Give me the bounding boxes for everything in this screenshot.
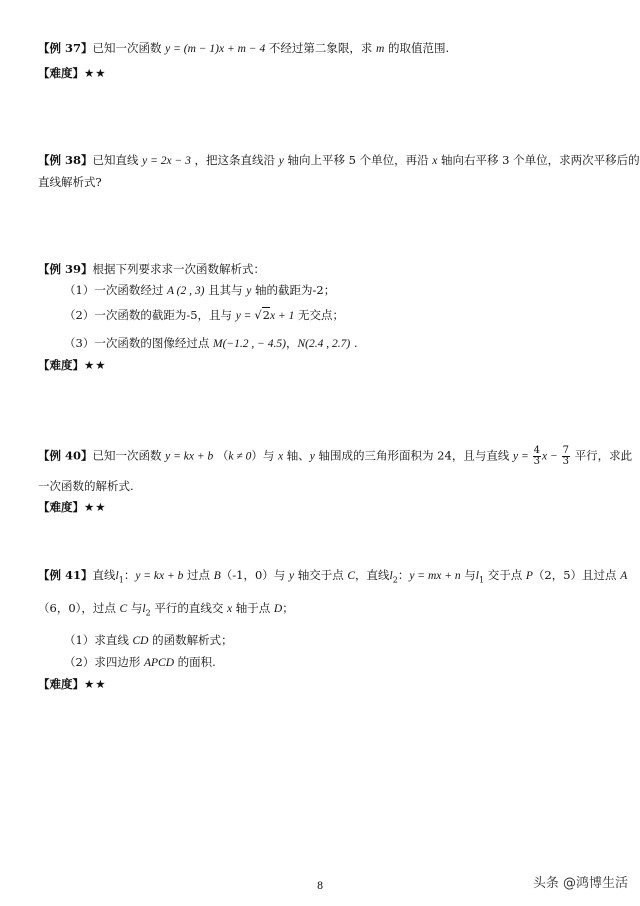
example-37-difficulty: 【难度】★★: [38, 66, 107, 80]
example-39-label: 【例 39】: [38, 262, 93, 276]
watermark: 头条 @鸿博生活: [532, 876, 628, 891]
example-40-question: 【例 40】已知一次函数 y = kx + b （k ≠ 0）与 x 轴、y 轴围成的三角形面积为 24，且与直线 y = $\frac{4}{3}$ x − $\frac{7}{3}$ 平行，求此: [38, 445, 633, 467]
example-39-item-1: （1）一次函数经过 A (2 , 3) 且其与 y 轴的截距为-2；: [64, 283, 336, 297]
difficulty-stars: ★★: [84, 500, 107, 514]
example-40-difficulty: 【难度】★★: [38, 500, 107, 514]
example-38-question: 【例 38】已知直线 y = 2x − 3 ，把这条直线沿 y 轴向上平移 5 个单位，再沿 x 轴向右平移 3 个单位，求两次平移后的: [38, 153, 640, 167]
page-number: 8: [316, 881, 324, 892]
example-41-question: 【例 41】直线$l_1$：y = kx + b 过点 B（-1，0）与 y 轴交于点 C，直线$l_2$：y = mx + n 与$l_1$ 交于点 P（2，5）且过点 A: [38, 568, 628, 585]
example-41-label: 【例 41】: [38, 568, 93, 582]
example-38-equation: y = 2x − 3: [142, 155, 191, 167]
difficulty-stars: ★★: [84, 66, 107, 80]
example-41-item-1: （1）求直线 CD 的函数解析式；: [64, 633, 233, 647]
example-37-label: 【例 37】: [38, 41, 93, 55]
difficulty-stars: ★★: [84, 677, 107, 691]
fraction-7-3: $\frac{7}{3}$: [562, 445, 569, 467]
example-39-difficulty: 【难度】★★: [38, 358, 107, 372]
example-38-question-line2: 直线解析式?: [38, 175, 102, 189]
example-41-question-line2: （6，0），过点 C 与$l_2$ 平行的直线交 x 轴于点 D；: [38, 601, 294, 618]
example-41-difficulty: 【难度】★★: [38, 677, 107, 691]
example-37-equation: y = (m − 1)x + m − 4: [165, 43, 266, 55]
example-40-label: 【例 40】: [38, 448, 93, 463]
fraction-4-3: $\frac{4}{3}$: [533, 445, 540, 467]
example-37-question: 【例 37】已知一次函数 y = (m − 1)x + m − 4 不经过第二象限，求 m 的取值范围.: [38, 41, 450, 55]
sqrt-symbol: √2: [254, 308, 270, 322]
example-41-item-2: （2）求四边形 APCD 的面积.: [64, 655, 216, 669]
example-40-question-line2: 一次函数的解析式.: [38, 479, 134, 493]
example-39-item-3: （3）一次函数的图像经过点 M(−1.2 , − 4.5)，N(2.4 , 2.7) .: [64, 336, 358, 350]
example-39-item-2: （2）一次函数的截距为-5，且与 y = √2x + 1 无交点；: [64, 308, 344, 322]
example-38-label: 【例 38】: [38, 153, 93, 167]
difficulty-stars: ★★: [84, 358, 107, 372]
example-39-question: 【例 39】根据下列要求求一次函数解析式：: [38, 262, 266, 276]
